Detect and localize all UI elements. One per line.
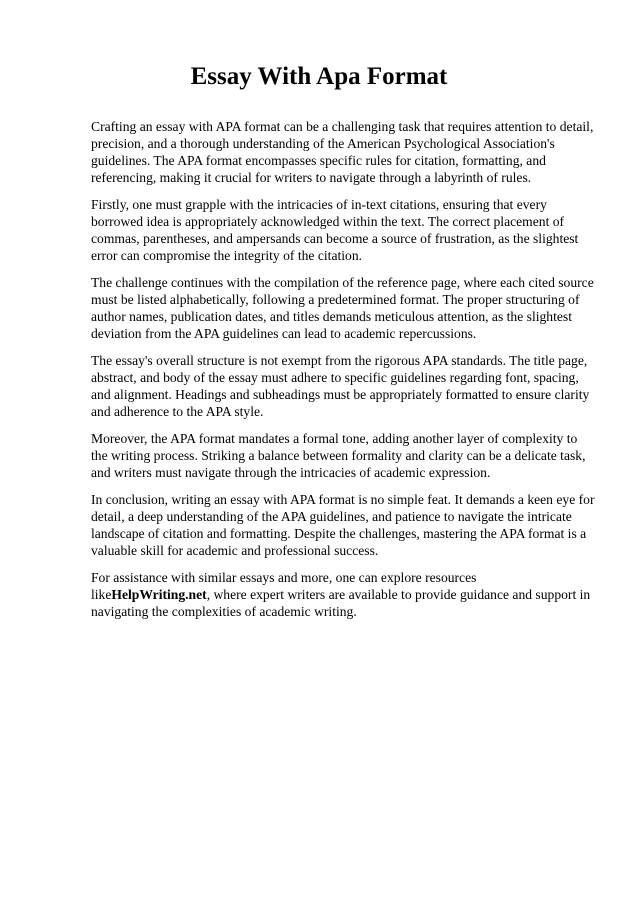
closing-text-before: For assistance with similar essays and more, one can explore resources like xyxy=(91,570,477,602)
paragraph-reference-page: The challenge continues with the compilation of the reference page, where each cited source must be listed alphabetically, following a predetermined format. The proper structuring of author names, publication dates, and titles demands meticulous attention, as the slightest deviation from the APA guidelines can lead to academic repercussions. xyxy=(91,275,594,341)
paragraph-conclusion: In conclusion, writing an essay with APA format is no simple feat. It demands a keen eye for detail, a deep understanding of the APA guidelines, and patience to navigate the intricate landscape of citation and formatting. Despite the challenges, mastering the APA format is a valuable skill for academic and professional success. xyxy=(91,492,595,558)
paragraph-formal-tone: Moreover, the APA format mandates a formal tone, adding another layer of complexity to the writing process. Striking a balance between formality and clarity can be a delicate task, and writers must navigate through the intricacies of academic expression. xyxy=(91,431,586,480)
paragraph-in-text-citations: Firstly, one must grapple with the intricacies of in-text citations, ensuring that every borrowed idea is appropriately acknowledged within the text. The correct placement of commas, parentheses, and ampersands can become a source of frustration, as the slightest error can compromise the integrity of the citation. xyxy=(91,197,579,263)
paragraph-structure: The essay's overall structure is not exempt from the rigorous APA standards. The title page, abstract, and body of the essay must adhere to specific guidelines regarding font, spacing, and alignment. Headings and subheadings must be appropriately formatted to ensure clarity and adherence to the APA style. xyxy=(91,353,590,419)
paragraph-intro: Crafting an essay with APA format can be a challenging task that requires attention to detail, precision, and a thorough understanding of the American Psychological Association's guidelines. The APA format encompasses specific rules for citation, formatting, and referencing, making it crucial for writers to navigate through a labyrinth of rules. xyxy=(91,119,594,185)
brand-link[interactable]: HelpWriting.net xyxy=(111,587,207,602)
closing-text-after: , where expert writers are available to provide guidance and support in navigating the complexities of academic writing. xyxy=(91,587,591,619)
paragraph-closing xyxy=(91,569,597,620)
document-body xyxy=(91,118,597,630)
document-title: Essay With Apa Format xyxy=(190,63,448,90)
